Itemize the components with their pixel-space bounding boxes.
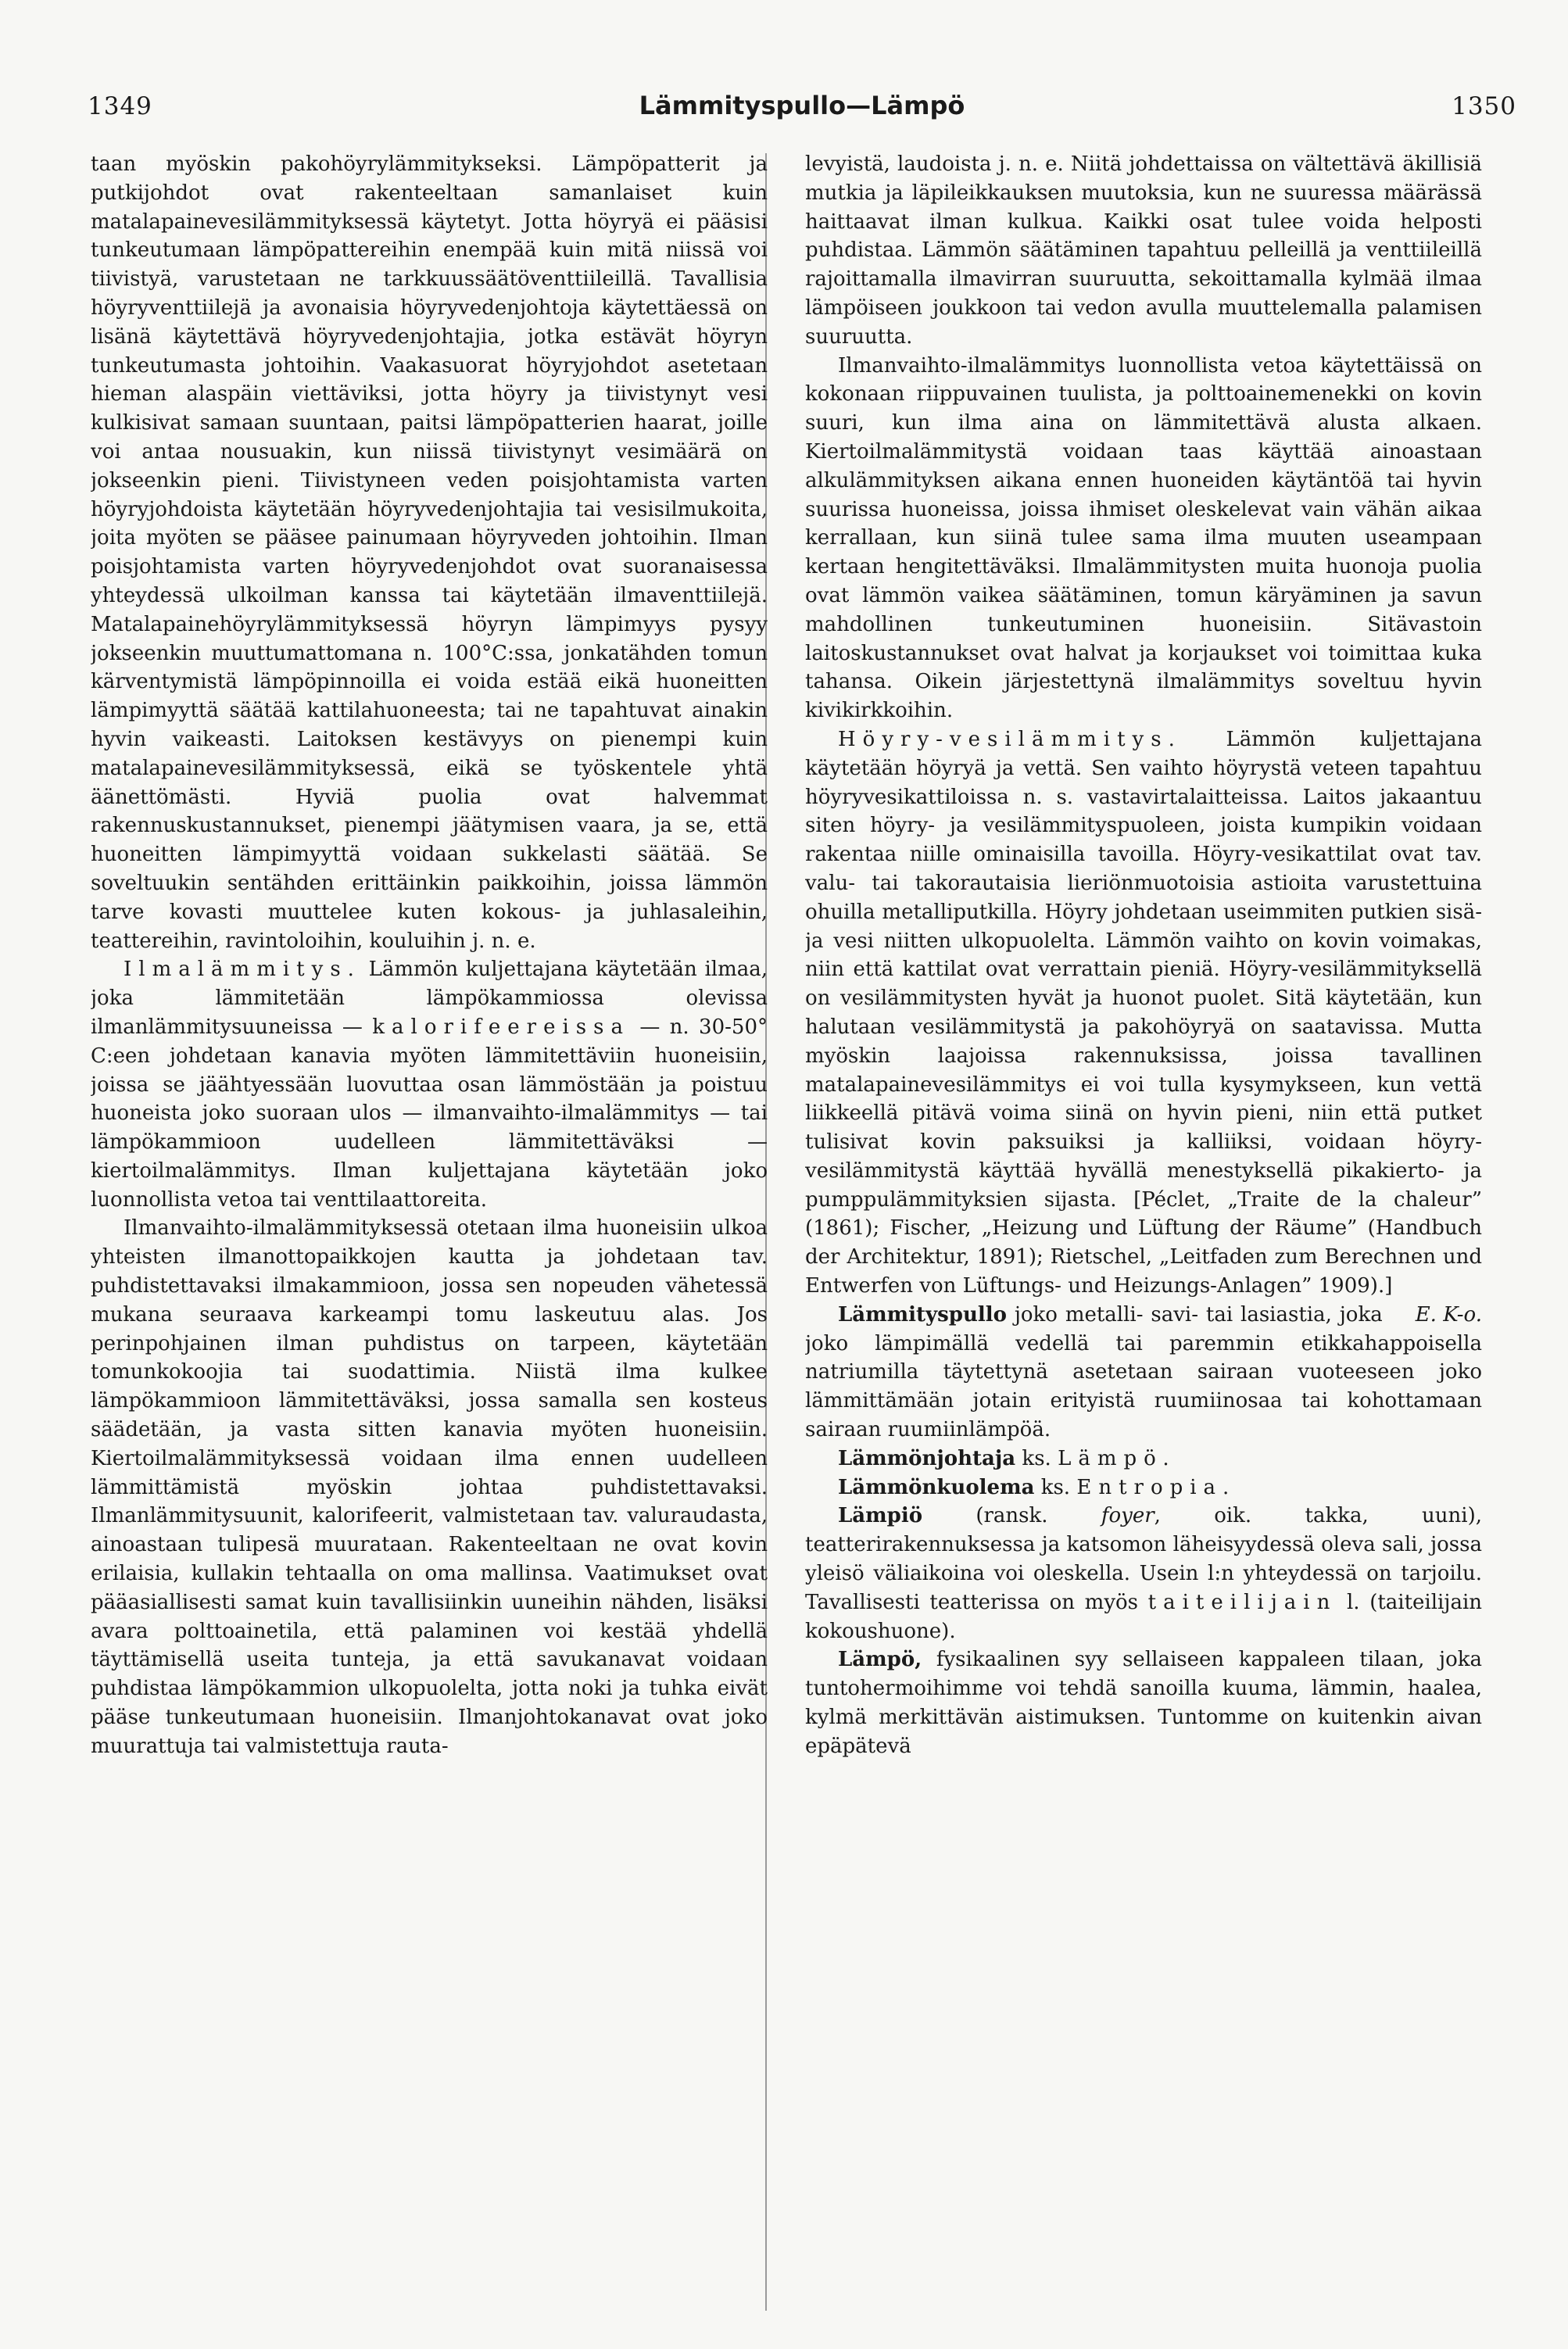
entry-lammityspullo xyxy=(805,1301,1482,1445)
entry-headword: Lämmityspullo xyxy=(838,1302,1007,1327)
entry-headword: Lämmönjohtaja xyxy=(838,1446,1016,1470)
entry-lampo xyxy=(805,1645,1482,1760)
paragraph-text: Lämmön kuljettajana käytetään ilmaa, joka lämmitetään lämpökammiossa olevissa ilmanlämmitysuuneissa — xyxy=(91,958,768,1039)
page-number-right: 1350 xyxy=(1452,92,1516,120)
entry-text: l. (taiteilijain kokoushuone). xyxy=(805,1590,1482,1643)
section-lead: Höyry-vesilämmitys. xyxy=(838,727,1182,751)
paragraph: levyistä, laudoista j. n. e. Niitä johdettaissa on vältettävä äkillisiä mutkia ja läpileikkauksen muutoksia, kun ne suuressa määrässä haittaavat ilman kulkua. Kaikki osat tulee voida helposti puhdistaa. Lämmön säätäminen tapahtuu pelleillä ja venttiileillä rajoittamalla ilmavirran suuruutta, sekoittamalla kylmää ilmaa lämpöiseen joukkoon tai vedon avulla muuttelemalla palamisen suuruutta. xyxy=(805,152,1482,349)
page-header xyxy=(88,92,1516,131)
entry-text: fysikaalinen syy sellaiseen kappaleen tilaan, joka tuntohermoihimme voi tehdä sanoilla kuuma, lämmin, haalea, kylmä merkittävän aistimuksen. Tuntomme on kuitenkin aivan epäpätevä xyxy=(805,1648,1482,1758)
author-signature: E. K-o. xyxy=(1415,1302,1482,1327)
spaced-term: taiteilijain xyxy=(1147,1590,1337,1614)
entry-ilmalammitys xyxy=(91,955,768,1214)
section-lead: Ilmalämmitys. xyxy=(124,958,361,982)
entry-lampio xyxy=(805,1502,1482,1645)
spaced-term: kalorifeereissa xyxy=(372,1015,630,1039)
paragraph: taan myöskin pakohöyrylämmitykseksi. Lämpöpatterit ja putkijohdot ovat rakenteeltaan samanlaiset kuin matalapainevesilämmityksessä käytetyt. Jotta höyryä ei pääsisi tunkeutumaan lämpöpattereihin enempää kuin mitä niissä voi tiivistyä, varustetaan ne tarkkuussäätöventtiileillä. Tavallisia höyryventtiilejä ja avonaisia höyryvedenjohtoja käytettäessä on lisänä käytettävä höyryvedenjohtajia, jotka estävät höyryn tunkeutumasta johtoihin. Vaakasuorat höyryjohdot asetetaan hieman alaspäin viettäviksi, jotta höyry ja tiivistynyt vesi kulkisivat samaan suuntaan, paitsi lämpöpatterien haarat, joille voi antaa nousuakin, kun niissä tiivistynyt vesimäärä on jokseenkin pieni. Tiivistyneen veden poisjohtamista varten höyryjohdoista käytetään höyryvedenjohtajia tai vesisilmukoita, joita myöten se pääsee painumaan höyryveden johtoihin. Ilman poisjohtamista varten höyryvedenjohdot ovat suoranaisessa yhteydessä ulkoilman kanssa tai käytetään ilmaventtiilejä. Matalapainehöyrylämmityksessä höyryn lämpimyys pysyy jokseenkin muuttumattomana n. 100°C:ssa, jonkatähden tomun kärventymistä lämpöpinnoilla ei voida estää eikä huoneitten lämpimyyttä säätää kattilahuoneesta; tai ne tapahtuvat ainakin hyvin vaikeasti. Laitoksen kestävyys on pienempi kuin matalapainevesilämmityksessä, eikä se työskentele yhtä äänettömästi. Hyviä puolia ovat halvemmat rakennuskustannukset, pienempi jäätymisen vaara, ja se, että huoneitten lämpimyyttä voidaan sukkelasti säätää. Se soveltuukin sentähden erittäinkin paikkoihin, joissa lämmön tarve kovasti muuttelee kuten kokous- ja juhlasaleihin, teattereihin, ravintoloihin, kouluihin j. n. e. xyxy=(91,152,768,953)
entry-headword: Lämpiö xyxy=(838,1504,923,1528)
left-column xyxy=(91,150,768,2315)
entry-text: ks. xyxy=(1015,1446,1058,1470)
entry-text: (ransk. xyxy=(922,1504,1101,1528)
paragraph: Ilmanvaihto-ilmalämmityksessä otetaan ilma huoneisiin ulkoa yhteisten ilmanottopaikkojen kautta ja johdetaan tav. puhdistettavaksi ilmakammioon, jossa sen nopeuden vähetessä mukana seuraava karkeampi tomu laskeutuu alas. Jos perinpohjainen ilman puhdistus on tarpeen, käytetään tomunkokoojia tai suodattimia. Niistä ilma kulkee lämpökammioon lämmitettäväksi, jossa samalla sen kosteus säädetään, ja vasta sitten kanavia myöten huoneisiin. Kiertoilmalämmityksessä voidaan ilma ennen uudelleen lämmittämistä myöskin johtaa puhdistettavaksi. Ilmanlämmitysuunit, kalorifeerit, valmistetaan tav. valuraudasta, ainoastaan tulipesä muurataan. Rakenteeltaan ne ovat kovin erilaisia, kullakin tehtaalla on oma mallinsa. Vaatimukset ovat pääasiallisesti samat kuin tavallisiinkin uuneihin nähden, lisäksi avara polttoainetila, että palaminen voi kestää yhdellä täyttämisellä useita tunteja, ja että savukanavat voidaan puhdistaa lämpökammion ulkopuolelta, jotta noki ja tuhka eivät pääse tunkeutumaan huoneisiin. Ilmanjohtokanavat ovat joko muurattuja tai valmistettuja rauta- xyxy=(91,1216,768,1758)
cross-reference: Entropia. xyxy=(1076,1475,1237,1499)
entry-headword: Lämmönkuolema xyxy=(838,1475,1035,1499)
entry-lammonkuolema xyxy=(805,1473,1482,1502)
entry-text: ks. xyxy=(1034,1475,1077,1499)
entry-headword: Lämpö, xyxy=(838,1648,922,1672)
cross-reference: Lämpö. xyxy=(1058,1446,1176,1470)
running-title: Lämmityspullo—Lämpö xyxy=(639,91,965,120)
entry-lammonjohtaja xyxy=(805,1445,1482,1473)
paragraph: Ilmanvaihto-ilmalämmitys luonnollista vetoa käytettäissä on kokonaan riippuvainen tuulista, ja polttoainemenekki on kovin suuri, kun ilma aina on lämmitettävä alusta alkaen. Kiertoilmalämmitystä voidaan taas käyttää ainoastaan alkulämmityksen aikana ennen huoneiden käytäntöä tai hyvin suurissa huoneissa, joissa ihmiset oleskelevat vain vähän aikaa kerrallaan, kun siinä tulee sama ilma muuten useampaan kertaan hengitettäväksi. Ilmalämmitysten muita huonoja puolia ovat lämmön vaikea säätäminen, tomun käryäminen ja savun mahdollinen tunkeutuminen huoneisiin. Sitävastoin laitoskustannukset ovat halvat ja korjaukset voi toimittaa kuka tahansa. Oikein järjestettynä ilmalämmitys soveltuu hyvin kivikirkkoihin. xyxy=(805,353,1482,723)
page-number-left: 1349 xyxy=(88,92,152,120)
entry-text: joko metalli- savi- tai lasiastia, joka joko lämpimällä vedellä tai paremmin etikkahappoisella natriumilla täytettynä asetetaan sairaan vuoteeseen joko lämmittämään jotain erityistä ruumiinosaa tai kohottamaan sairaan ruumiinlämpöä. xyxy=(805,1302,1482,1442)
foreign-term: foyer xyxy=(1101,1504,1155,1528)
right-column xyxy=(805,150,1482,2315)
paragraph-text: Lämmön kuljettajana käytetään höyryä ja vettä. Sen vaihto höyrystä veteen tapahtuu höyryvesikattiloissa n. s. vastavirtalaitteissa. Laitos jakaantuu siten höyry- ja vesilämmityspuoleen, joista kumpikin voidaan rakentaa niille ominaisilla tavoilla. Höyry-vesikattilat ovat tav. valu- tai takorautaisia lieriönmuotoisia astioita varustettuina ohuilla metalliputkilla. Höyry johdetaan useimmiten putkien sisä- ja vesi niitten ulkopuolelta. Lämmön vaihto on kovin voimakas, niin että kattilat ovat verrattain pieniä. Höyry-vesilämmityksellä on vesilämmitysten hyvät ja huonot puolet. Sitä käytetään, kun halutaan vesilämmitystä ja pakohöyryä on saatavissa. Mutta myöskin laajoissa rakennuksissa, joissa tavallinen matalapainevesilämmitys ei voi tulla kysymykseen, kun vettä liikkeellä pitävä voima siinä on hyvin pieni, niin että putket tulisivat kovin paksuiksi ja kalliiksi, voidaan höyry-vesilämmitystä käyttää hyvällä menestyksellä pikakierto- ja pumppulämmityksien sijasta. [Péclet, „Traite de la chaleur” (1861); Fischer, „Heizung und Lüftung der Räume” (Handbuch der Architektur, 1891); Rietschel, „Leitfaden zum Berechnen und Entwerfen von Lüftungs- und Heizungs-Anlagen” 1909).] xyxy=(805,727,1482,1298)
paragraph-text: — n. 30-50° C:een johdetaan kanavia myöten lämmitettäviin huoneisiin, joissa se jäähtyessään luovuttaa osan lämmöstään ja poistuu huoneista joko suoraan ulos — ilmanvaihto-ilmalämmitys — tai lämpökammioon uudelleen lämmitettäväksi — kiertoilmalämmitys. Ilman kuljettajana käytetään joko luonnollista vetoa tai venttilaattoreita. xyxy=(91,1015,768,1212)
entry-text: , oik. takka, uuni), teatterirakennuksessa ja katsomon läheisyydessä oleva sali, jossa yleisö väliaikoina voi oleskella. Usein l:n yhteydessä on tarjoilu. Tavallisesti teatterissa on myös xyxy=(805,1504,1482,1614)
